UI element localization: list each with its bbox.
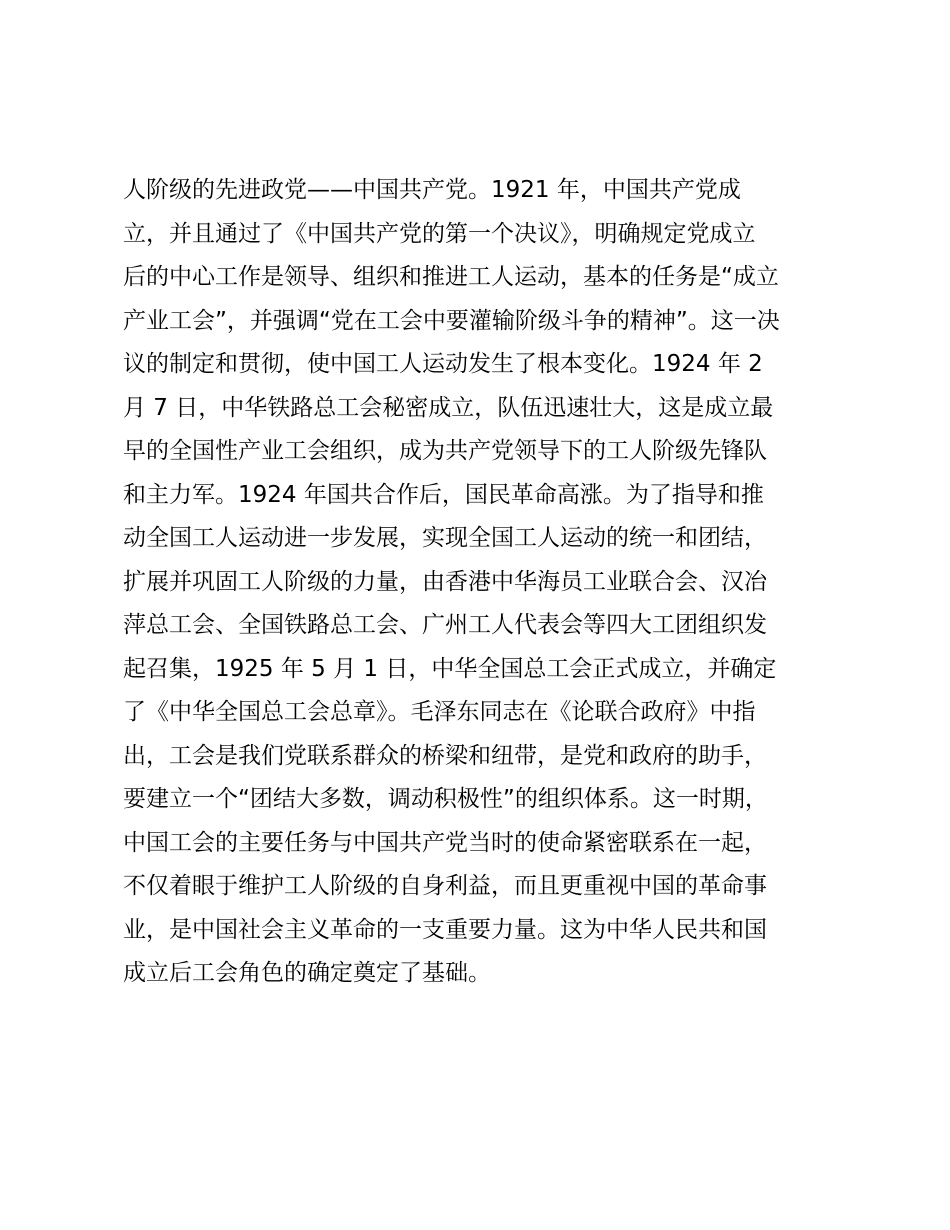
text-line: 早的全国性产业工会组织，成为共产党领导下的工人阶级先锋队 <box>123 438 767 464</box>
text-line: 月 7 日，中华铁路总工会秘密成立，队伍迅速壮大，这是成立最 <box>123 394 774 421</box>
text-line: 议的制定和贯彻，使中国工人运动发生了根本变化。1924 年 2 <box>123 351 763 377</box>
text-line: 产业工会”，并强调“党在工会中要灌输阶级斗争的精神”。这一决 <box>123 307 780 334</box>
text-line: 人阶级的先进政党——中国共产党。1921 年，中国共产党成 <box>123 177 741 203</box>
body-paragraph <box>123 169 843 996</box>
text-line: 动全国工人运动进一步发展，实现全国工人运动的统一和团结， <box>123 525 767 551</box>
text-line: 后的中心工作是领导、组织和推进工人运动，基本的任务是“成立 <box>123 264 779 290</box>
text-line: 成立后工会角色的确定奠定了基础。 <box>123 960 491 986</box>
text-line: 了《中华全国总工会总章》。毛泽东同志在《论联合政府》中指 <box>123 699 756 725</box>
text-line: 要建立一个“团结大多数，调动积极性”的组织体系。这一时期， <box>123 786 768 812</box>
text-line: 起召集，1925 年 5 月 1 日，中华全国总工会正式成立，并确定 <box>123 655 777 682</box>
text-line: 扩展并巩固工人阶级的力量，由香港中华海员工业联合会、汉冶 <box>123 568 767 595</box>
text-line: 业，是中国社会主义革命的一支重要力量。这为中华人民共和国 <box>123 916 767 943</box>
text-line: 和主力军。1924 年国共合作后，国民革命高涨。为了指导和推 <box>123 481 764 508</box>
text-line: 出，工会是我们党联系群众的桥梁和纽带，是党和政府的助手， <box>123 742 767 769</box>
text-line: 不仅着眼于维护工人阶级的自身利益，而且更重视中国的革命事 <box>123 873 767 899</box>
text-line: 萍总工会、全国铁路总工会、广州工人代表会等四大工团组织发 <box>123 612 767 638</box>
text-line: 中国工会的主要任务与中国共产党当时的使命紧密联系在一起， <box>123 829 767 856</box>
text-line: 立，并且通过了《中国共产党的第一个决议》，明确规定党成立 <box>123 220 756 247</box>
